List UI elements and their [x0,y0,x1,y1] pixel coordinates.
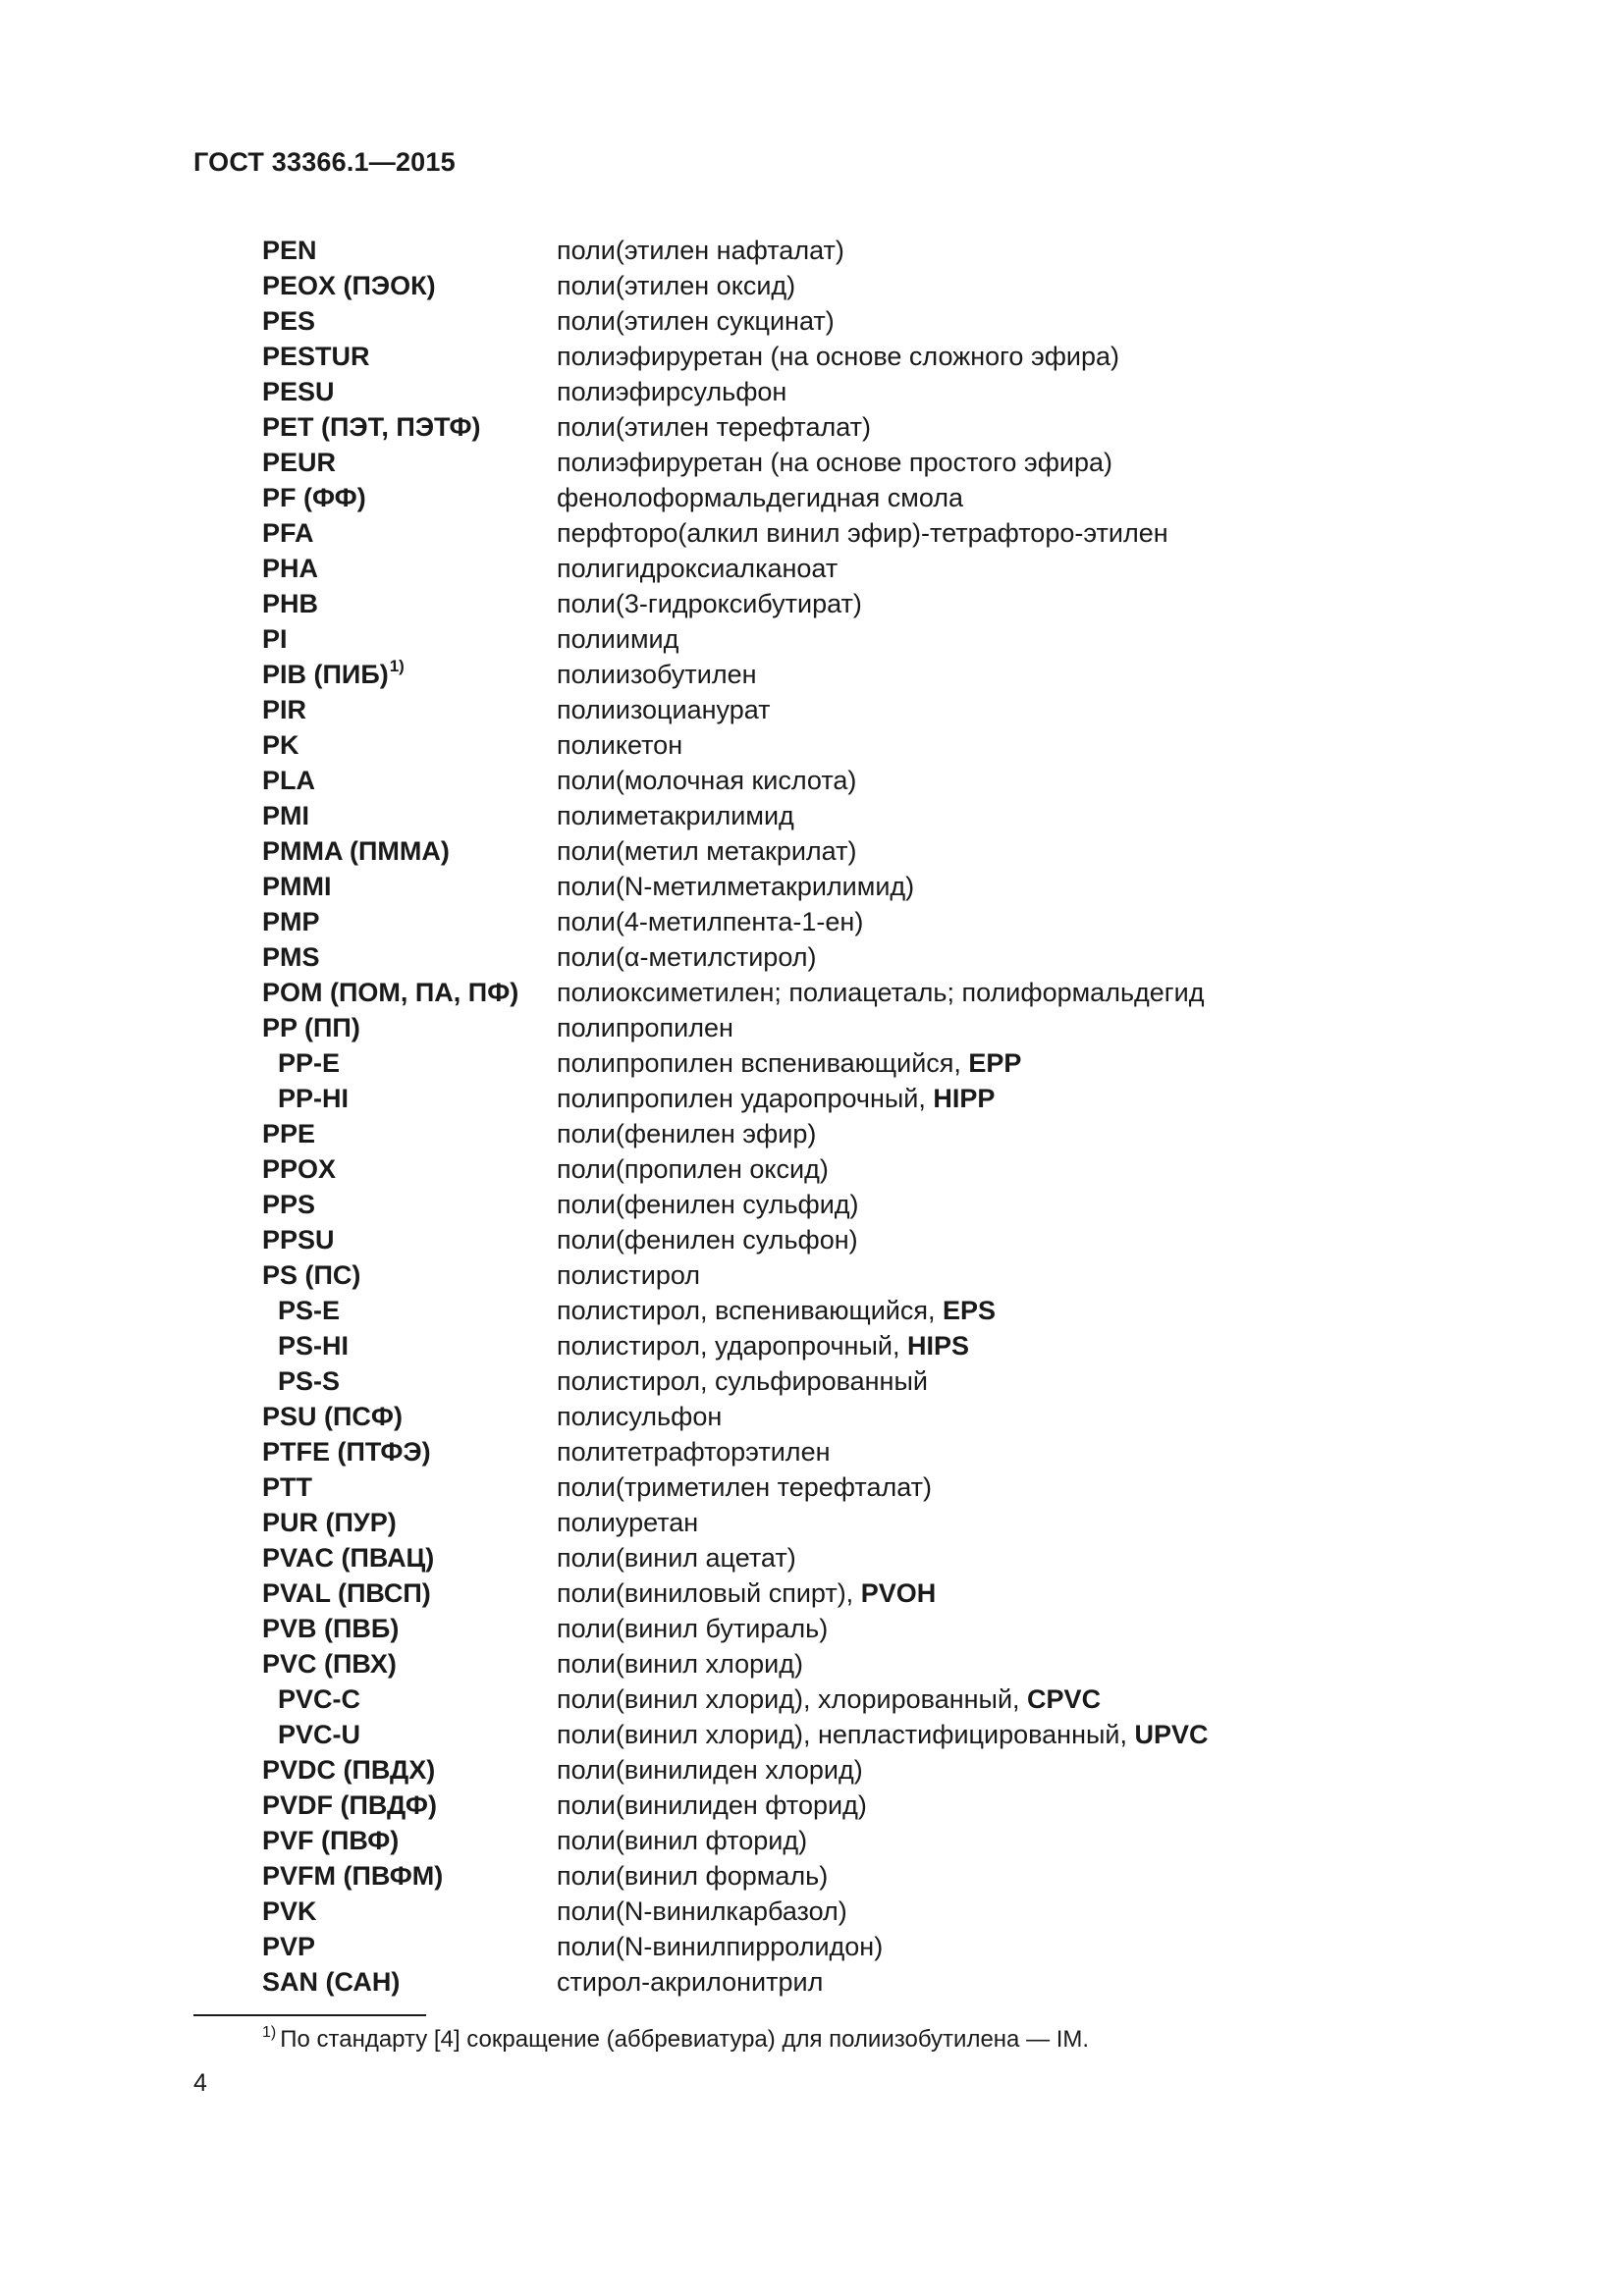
list-item [262,975,1342,1010]
definition-text: полиоксиметилен; полиацеталь; полиформальдегид [557,978,1205,1007]
list-item [262,904,1342,939]
abbreviation [262,1540,557,1575]
definition [557,1646,803,1682]
definition-text: поли(этилен оксид) [557,271,796,300]
list-item [262,339,1342,374]
definition-text: полистирол, вспенивающийся, [557,1296,944,1325]
abbreviation [262,1257,557,1293]
definition-text: поли(этилен сукцинат) [557,306,835,336]
abbreviation [262,1434,557,1469]
abbreviation-text: PTT [262,1472,312,1502]
list-item [262,1010,1342,1045]
abbreviation-text: PS (ПС) [262,1260,361,1290]
list-item [262,763,1342,798]
list-item [262,1505,1342,1540]
definition-text: поли(виниловый спирт), [557,1578,861,1608]
list-item [262,1222,1342,1257]
abbreviation [262,1363,557,1399]
list-item [262,1858,1342,1894]
definition [557,1151,829,1187]
abbreviation [262,374,557,409]
definition-text: полиэфирсульфон [557,377,787,406]
abbreviation [262,869,557,904]
abbreviation [262,1611,557,1646]
definition-text: стирол-акрилонитрил [557,1967,824,1997]
abbreviation-text: PPSU [262,1225,335,1255]
abbreviation-text: PLA [262,766,315,795]
list-item [262,657,1342,692]
abbreviation [262,1823,557,1858]
definition [557,1717,1209,1752]
definition-text: поли(винил хлорид), непластифицированный, [557,1720,1135,1749]
abbreviation-text: PVB (ПВБ) [262,1614,400,1643]
definition [557,621,678,657]
definition [557,1434,831,1469]
abbreviation-text: PIR [262,695,307,724]
abbreviation-text: PPOX [262,1154,337,1184]
definition [557,1045,1021,1081]
abbreviation [262,975,557,1010]
list-item [262,515,1342,551]
abbreviation-text: PMI [262,801,310,830]
abbreviation [262,1222,557,1257]
abbreviation [262,1646,557,1682]
abbreviation-text: PI [262,624,288,654]
abbreviation [262,1293,557,1328]
abbreviation-text: PVK [262,1896,317,1926]
abbreviation-text: PES [262,306,316,336]
abbreviation [262,621,557,657]
abbreviation-text: PVC (ПВХ) [262,1649,397,1679]
definition-text: поли(α-метилстирол) [557,942,817,972]
list-item [262,1964,1342,2000]
definition [557,1611,828,1646]
definition [557,586,862,621]
definition [557,904,863,939]
abbreviation-text: PHA [262,554,319,583]
definition [557,515,1168,551]
abbreviation-text: PK [262,730,299,760]
list-item [262,1081,1342,1116]
abbreviation-text: PVFM (ПВФМ) [262,1861,444,1891]
definition [557,1222,858,1257]
definition-text: поли(винил бутираль) [557,1614,829,1643]
abbreviation-text: PESU [262,377,335,406]
definition-text: полиизоцианурат [557,695,771,724]
footnote-text: По стандарту [4] сокращение (аббревиатура) для полиизобутилена — IM. [280,2026,1090,2053]
list-item [262,268,1342,303]
abbreviation [262,727,557,763]
definition [557,692,771,727]
abbreviation-text: PVC-C [278,1684,361,1714]
definition [557,1752,863,1788]
page-number: 4 [193,2069,207,2097]
list-item [262,1575,1342,1611]
definition [557,1116,816,1151]
list-item [262,1293,1342,1328]
abbreviation [262,763,557,798]
abbreviation [262,657,557,692]
definition [557,1399,722,1434]
list-item [262,621,1342,657]
list-item [262,1116,1342,1151]
abbreviation [262,303,557,339]
definition-text: перфторо(алкил винил эфир)-тетрафторо-этилен [557,518,1168,548]
alternate-abbreviation: CPVC [1027,1684,1102,1714]
definition-text: полиэфируретан (на основе сложного эфира) [557,342,1120,371]
list-item [262,939,1342,975]
definition-text: поли(этилен терефталат) [557,412,872,442]
alternate-abbreviation: EPP [968,1048,1022,1078]
list-item [262,869,1342,904]
list-item [262,1929,1342,1964]
definition-text: полигидроксиалканоат [557,554,839,583]
definition-text: поликетон [557,730,683,760]
definition-text: поли(винил хлорид) [557,1649,803,1679]
definition-text: фенолоформальдегидная смола [557,483,964,512]
definition-text: поли(винил фторид) [557,1826,808,1855]
definition-text: поли(винилиден хлорид) [557,1755,863,1785]
list-item [262,303,1342,339]
definition-text: полипропилен [557,1013,733,1042]
abbreviation-text: SAN (САН) [262,1967,401,1997]
definition-text: поли(винил хлорид), хлорированный, [557,1684,1028,1714]
definition-text: полипропилен ударопрочный, [557,1084,934,1113]
definition [557,1081,995,1116]
abbreviation [262,1717,557,1752]
definition-text: поли(N-винилпирролидон) [557,1932,884,1961]
abbreviation [262,1964,557,2000]
abbreviation [262,409,557,445]
abbreviation [262,1328,557,1363]
definition [557,233,844,268]
abbreviation-text: PP-E [278,1048,341,1078]
abbreviation [262,233,557,268]
definition-text: полисульфон [557,1402,723,1431]
abbreviation [262,1469,557,1505]
definition-text: полиуретан [557,1508,699,1537]
abbreviation [262,551,557,586]
abbreviation [262,1010,557,1045]
abbreviation-text: POM (ПОМ, ПА, ПФ) [262,978,519,1007]
abbreviation-text: PF (ФФ) [262,483,366,512]
abbreviation-text: PP-HI [278,1084,350,1113]
abbreviation-text: PHB [262,589,319,618]
definition [557,1363,928,1399]
list-item [262,1788,1342,1823]
abbreviation-text: PMMI [262,872,332,901]
definition-text: полиимид [557,624,679,654]
definition [557,374,786,409]
definition-text: поли(винил формаль) [557,1861,829,1891]
abbreviation [262,939,557,975]
abbreviation-text: PIB (ПИБ) [262,660,389,689]
definition-text: поли(триметилен терефталат) [557,1472,932,1502]
definition [557,551,838,586]
alternate-abbreviation: UPVC [1134,1720,1209,1749]
abbreviation-text: PESTUR [262,342,370,371]
definition-text: поли(4-метилпента-1-ен) [557,907,864,936]
abbreviation [262,1116,557,1151]
list-item [262,1646,1342,1682]
list-item [262,409,1342,445]
list-item [262,1257,1342,1293]
alternate-abbreviation: HIPS [906,1331,969,1361]
document-header: ГОСТ 33366.1—2015 [193,147,456,177]
definition [557,1010,733,1045]
list-item [262,1469,1342,1505]
definition-text: поли(фенилен сульфон) [557,1225,858,1255]
list-item [262,1752,1342,1788]
abbreviation [262,1894,557,1929]
list-item [262,586,1342,621]
definition [557,1964,823,2000]
list-item [262,233,1342,268]
definition-text: полистирол, ударопрочный, [557,1331,907,1361]
definition-text: поли(винилиден фторид) [557,1790,867,1820]
definition [557,1328,969,1363]
definition [557,303,835,339]
abbreviation [262,1399,557,1434]
definition-text: поли(фенилен сульфид) [557,1190,859,1219]
definition [557,268,795,303]
definition [557,480,963,515]
abbreviation-text: PVC-U [278,1720,361,1749]
definition [557,1293,996,1328]
list-item [262,1151,1342,1187]
abbreviation-text: PS-HI [278,1331,350,1361]
definition [557,1929,883,1964]
abbreviation-text: PS-S [278,1366,341,1396]
abbreviation [262,904,557,939]
definition [557,409,871,445]
abbreviation-text: PMP [262,907,320,936]
footnote [262,2024,1089,2056]
abbreviation [262,515,557,551]
definition-text: поли(пропилен оксид) [557,1154,829,1184]
list-item [262,1045,1342,1081]
abbreviation [262,1081,557,1116]
list-item [262,727,1342,763]
definition [557,1540,796,1575]
definition-text: полиэфируретан (на основе простого эфира) [557,448,1113,477]
definition [557,1187,859,1222]
definition [557,657,757,692]
abbreviation-text: PVAL (ПВСП) [262,1578,431,1608]
abbreviation [262,1045,557,1081]
list-item [262,798,1342,833]
abbreviation [262,1575,557,1611]
list-item [262,1823,1342,1858]
alternate-abbreviation: PVOH [860,1578,937,1608]
definition [557,798,794,833]
abbreviation-text: PVF (ПВФ) [262,1826,400,1855]
abbreviation-text: PFA [262,518,314,548]
definition-text: поли(фенилен эфир) [557,1119,817,1148]
definition [557,1469,932,1505]
abbreviation-text: PEOX (ПЭОК) [262,271,436,300]
definition [557,1788,867,1823]
definition [557,939,817,975]
definition [557,1823,807,1858]
abbreviation [262,798,557,833]
definition-text: политетрафторэтилен [557,1437,831,1467]
list-item [262,1611,1342,1646]
abbreviation [262,1682,557,1717]
abbreviation-text: PTFE (ПТФЭ) [262,1437,431,1467]
abbreviation-text: PMS [262,942,320,972]
abbreviation [262,833,557,869]
abbreviation [262,268,557,303]
definition [557,763,856,798]
definition [557,1858,828,1894]
definition-text: поли(3-гидроксибутират) [557,589,862,618]
abbreviation [262,1187,557,1222]
definition-text: полиметакрилимид [557,801,794,830]
definition [557,975,1204,1010]
list-item [262,1717,1342,1752]
abbreviation-text: PPS [262,1190,316,1219]
definition-text: поли(этилен нафталат) [557,236,844,265]
abbreviation-text: PS-E [278,1296,341,1325]
definition [557,1894,847,1929]
abbreviation [262,1151,557,1187]
alternate-abbreviation: EPS [943,1296,997,1325]
list-item [262,1540,1342,1575]
definition [557,727,682,763]
footnote-divider [193,2014,426,2016]
list-item [262,1894,1342,1929]
abbreviation [262,1858,557,1894]
abbreviation-text: PEN [262,236,317,265]
abbreviation [262,1929,557,1964]
abbreviation-list [262,233,1342,2000]
abbreviation-text: PVP [262,1932,316,1961]
definition-text: полистирол, сульфированный [557,1366,928,1396]
abbreviation [262,480,557,515]
list-item [262,1328,1342,1363]
list-item [262,1363,1342,1399]
list-item [262,445,1342,480]
list-item [262,1187,1342,1222]
definition-text: поли(метил метакрилат) [557,836,857,866]
list-item [262,833,1342,869]
abbreviation-text: PPE [262,1119,316,1148]
abbreviation-text: PMMA (ПММА) [262,836,450,866]
list-item [262,1682,1342,1717]
list-item [262,551,1342,586]
definition [557,445,1112,480]
abbreviation [262,1752,557,1788]
alternate-abbreviation: HIPP [933,1084,996,1113]
definition-text: полиизобутилен [557,660,757,689]
definition-text: поли(N-винилкарбазол) [557,1896,847,1926]
list-item [262,374,1342,409]
definition-text: полипропилен вспенивающийся, [557,1048,969,1078]
list-item [262,1434,1342,1469]
definition-text: поли(молочная кислота) [557,766,857,795]
abbreviation-text: PP (ПП) [262,1013,360,1042]
definition-text: поли(винил ацетат) [557,1543,796,1573]
definition-text: полистирол [557,1260,701,1290]
abbreviation-text: PSU (ПСФ) [262,1402,403,1431]
abbreviation-text: PEUR [262,448,337,477]
footnote-reference: 1) [389,657,405,675]
definition [557,833,856,869]
abbreviation [262,445,557,480]
abbreviation [262,586,557,621]
abbreviation [262,1505,557,1540]
abbreviation [262,339,557,374]
list-item [262,480,1342,515]
definition [557,1682,1101,1717]
definition [557,1505,698,1540]
definition [557,869,914,904]
abbreviation [262,692,557,727]
footnote-marker: 1) [262,2024,277,2041]
list-item [262,1399,1342,1434]
definition-text: поли(N-метилметакрилимид) [557,872,915,901]
abbreviation-text: PET (ПЭТ, ПЭТФ) [262,412,481,442]
definition [557,339,1119,374]
abbreviation [262,1788,557,1823]
definition [557,1257,700,1293]
abbreviation-text: PUR (ПУР) [262,1508,397,1537]
abbreviation-text: PVDC (ПВДХ) [262,1755,436,1785]
abbreviation-text: PVDF (ПВДФ) [262,1790,437,1820]
list-item [262,692,1342,727]
definition [557,1575,936,1611]
abbreviation-text: PVAC (ПВАЦ) [262,1543,435,1573]
